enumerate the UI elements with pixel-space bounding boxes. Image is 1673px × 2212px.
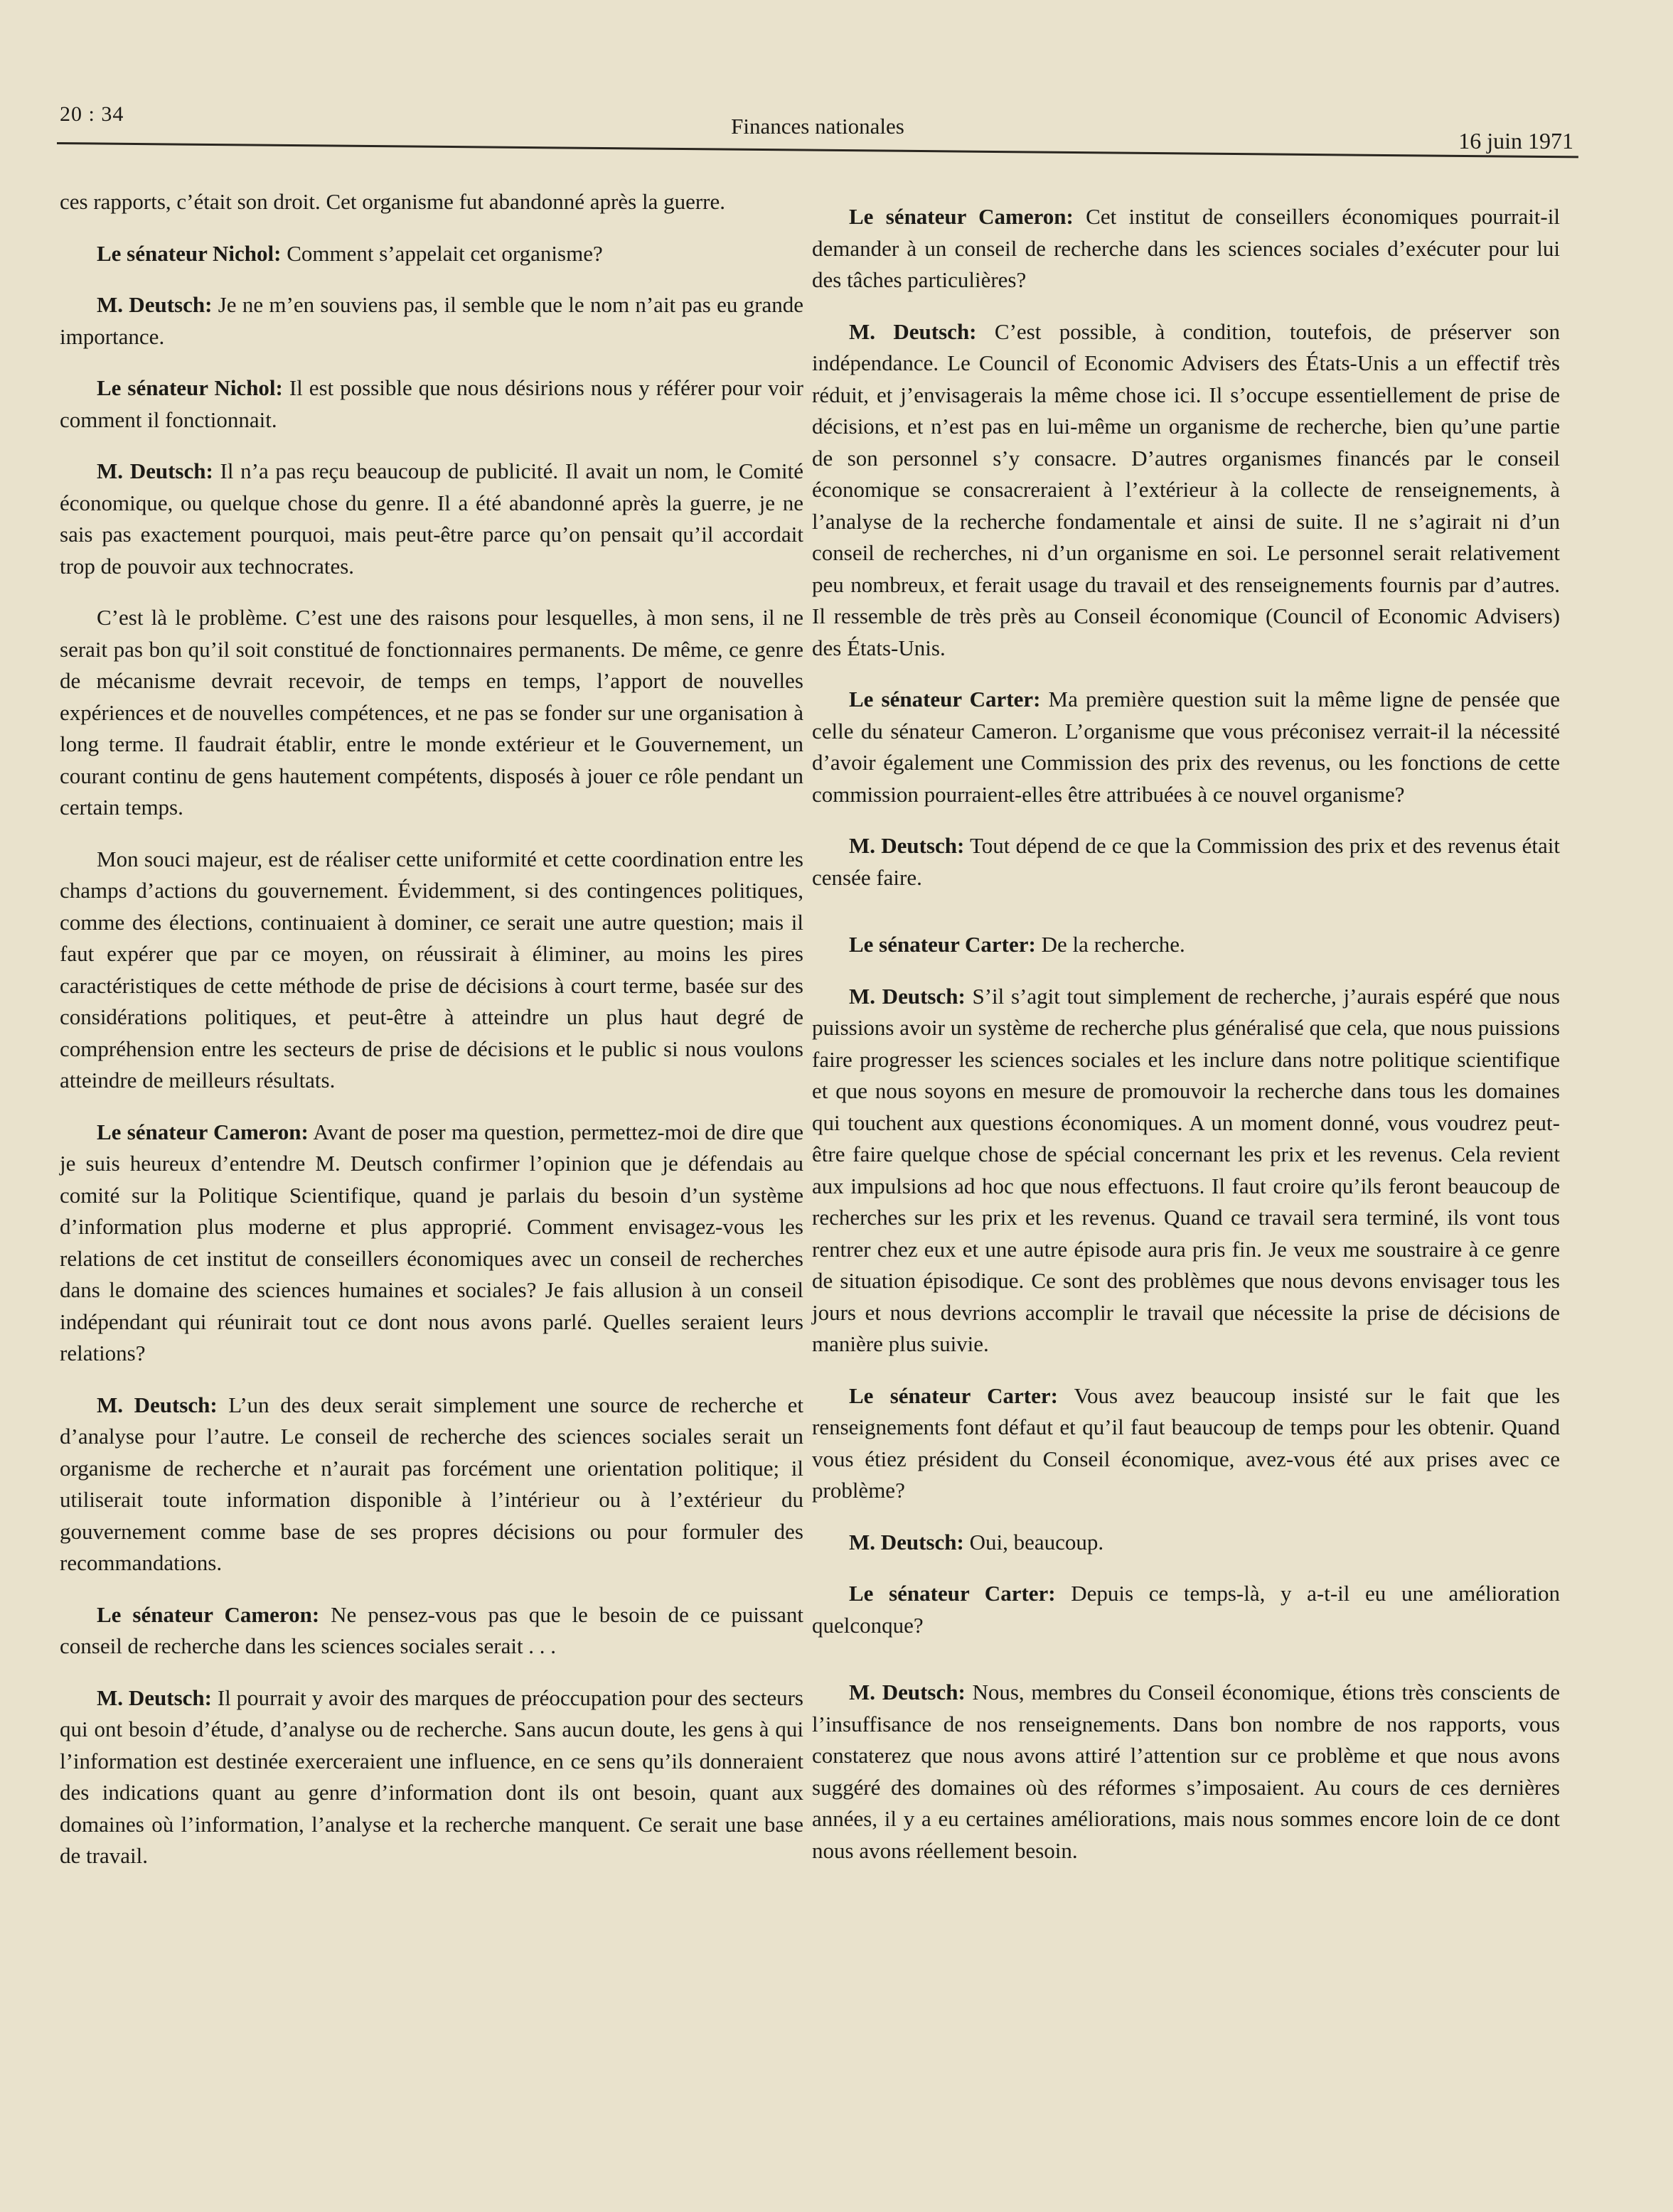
paragraph bbox=[60, 1390, 803, 1579]
left-column bbox=[60, 186, 803, 1892]
paragraph-text: Cet institut de conseillers économiques pourrait-il demander à un conseil de recherche dans les sciences sociales d’exécuter pour lui des tâches particulières? bbox=[812, 204, 1560, 292]
paragraph-text: Ma première question suit la même ligne de pensée que celle du sénateur Cameron. L’organisme que vous préconisez verrait-il la nécessité d’avoir également une Commission des prix des revenus, ou les fonctions de cette commission pourraient-elles être attribuées à ce nouvel organisme? bbox=[812, 687, 1560, 807]
paragraph-text: ces rapports, c’était son droit. Cet organisme fut abandonné après la guerre. bbox=[60, 189, 725, 214]
speaker-name: Le sénateur Carter: bbox=[849, 687, 1041, 712]
paragraph bbox=[60, 238, 803, 270]
paragraph bbox=[812, 1380, 1560, 1507]
speaker-name: Le sénateur Cameron: bbox=[97, 1601, 320, 1627]
paragraph-text: Comment s’appelait cet organisme? bbox=[281, 240, 603, 266]
speaker-name: Le sénateur Cameron: bbox=[849, 204, 1074, 229]
paragraph-text: Depuis ce temps-là, y a-t-il eu une amélioration quelconque? bbox=[812, 1581, 1561, 1638]
right-column bbox=[812, 201, 1560, 1886]
paragraph bbox=[60, 289, 803, 353]
paragraph bbox=[812, 981, 1560, 1360]
paragraph bbox=[60, 602, 803, 824]
speaker-name: M. Deutsch: bbox=[97, 292, 213, 317]
paragraph-text: Vous avez beaucoup insisté sur le fait que les renseignements font défaut et qu’il faut beaucoup de temps pour les obtenir. Quand vous étiez président du Conseil économique, avez-vous été aux prises avec ce problème? bbox=[812, 1382, 1560, 1503]
speaker-name: Le sénateur Carter: bbox=[849, 932, 1036, 957]
speaker-name: Le sénateur Nichol: bbox=[97, 375, 283, 400]
paragraph-text: Il n’a pas reçu beaucoup de publicité. Il avait un nom, le Comité économique, ou quelque chose du genre. Il a été abandonné après la guerre, je ne sais pas exactement pourquoi, mais peut-être parce qu’on pensait qu’il accordait trop de pouvoir aux technocrates. bbox=[60, 458, 803, 579]
paragraph-text: Ne pensez-vous pas que le besoin de ce puissant conseil de recherche dans les sciences sociales serait . . . bbox=[60, 1601, 803, 1658]
paragraph bbox=[812, 201, 1560, 296]
paragraph bbox=[60, 186, 803, 218]
paragraph-text: Nous, membres du Conseil économique, étions très conscients de l’insuffisance de nos renseignements. Dans bon nombre de nos rapports, vous constaterez que nous avons attiré l’attention sur ce problème et que nous avons suggéré des domaines où des réformes s’imposaient. Au cours de ces dernières années, il y a eu certaines améliorations, mais nous sommes encore loin de ce dont nous avons réellement besoin. bbox=[812, 1680, 1560, 1863]
paragraph bbox=[812, 1677, 1560, 1867]
paragraph bbox=[812, 929, 1560, 961]
paragraph-text: C’est possible, à condition, toutefois, de préserver son indépendance. Le Council of Economic Advisers des États-Unis a un effectif très réduit, et j’envisagerais la même chose ici. Il s’occupe essentiellement de prise de décisions, et n’est pas en lui-même un organisme de recherche, bien qu’une partie de son personnel s’y consacre. D’autres organismes financés par le conseil économique se consacreraient à l’extérieur à la collecte de renseignements, à l’analyse de la recherche fondamentale et ainsi de suite. Il ne s’agirait ni d’un conseil de recherches, ni d’un organisme en soi. Le personnel serait relativement peu nombreux, et ferait usage du travail et des renseignements fournis par d’autres. Il ressemble de très près au Conseil économique (Council of Economic Advisers) des États-Unis. bbox=[812, 318, 1560, 660]
speaker-name: M. Deutsch: bbox=[97, 458, 213, 483]
paragraph-text: Il est possible que nous désirions nous y référer pour voir comment il fonctionnait. bbox=[60, 375, 803, 432]
paragraph bbox=[60, 372, 803, 436]
paragraph-text: Je ne m’en souviens pas, il semble que le nom n’ait pas eu grande importance. bbox=[60, 292, 803, 349]
paragraph-text: De la recherche. bbox=[1035, 932, 1185, 957]
header-rule bbox=[57, 142, 1578, 158]
speaker-name: Le sénateur Nichol: bbox=[97, 240, 282, 266]
paragraph-text: Oui, beaucoup. bbox=[963, 1529, 1104, 1555]
paragraph bbox=[812, 684, 1560, 810]
paragraph bbox=[812, 1578, 1560, 1641]
speaker-name: M. Deutsch: bbox=[97, 1392, 218, 1417]
paragraph bbox=[60, 1599, 803, 1663]
paragraph-text: Avant de poser ma question, permettez-moi de dire que je suis heureux d’entendre M. Deutsch confirmer l’opinion que je défendais au comité sur la Politique Scientifique, quand je parlais du besoin d’un système d’information plus moderne et plus approprié. Comment envisagez-vous les relations de cet institut de conseillers économiques avec un conseil de recherches dans le domaine des sciences humaines et sociales? Je fais allusion à un conseil indépendant qui réunirait tout ce dont nous avons parlé. Quelles seraient leurs relations? bbox=[60, 1119, 803, 1365]
paragraph-text: L’un des deux serait simplement une source de recherche et d’analyse pour l’autre. Le conseil de recherche des sciences sociales serait un organisme de recherche et n’aurait pas forcément une orientation politique; il utiliserait toute information disponible à l’intérieur ou à l’extérieur du gouvernement comme base de ses propres décisions ou pour formuler des recommandations. bbox=[60, 1392, 803, 1575]
paragraph bbox=[60, 1682, 803, 1872]
speaker-name: M. Deutsch: bbox=[849, 318, 977, 344]
speaker-name: Le sénateur Carter: bbox=[849, 1382, 1058, 1408]
paragraph bbox=[812, 1527, 1560, 1559]
speaker-name: M. Deutsch: bbox=[849, 1680, 966, 1704]
speaker-name: M. Deutsch: bbox=[97, 1685, 212, 1710]
paragraph-text: S’il s’agit tout simplement de recherche, j’aurais espéré que nous puissions avoir un système de recherche plus généralisé que cela, que nous puissions faire progresser les sciences sociales et les inclure dans notre politique scientifique et que nous soyons en mesure de promouvoir la recherche dans tous les domaines qui touchent aux questions économiques. A un moment donné, vous voudrez peut-être faire quelque chose de spécial concernant les prix et les revenus. Cela revient aux impulsions ad hoc que nous effectuons. Il faut croire qu’ils feront beaucoup de recherches sur les prix et les revenus. Quand ce travail sera terminé, ils vont tous rentrer chez eux et une autre épisode aura pris fin. Je veux me soustraire à ce genre de situation épisodique. Ce sont des problèmes que nous devons envisager tous les jours et nous devrions accomplir le travail que nécessite la prise de décisions de manière plus suivie. bbox=[812, 983, 1561, 1356]
speaker-name: M. Deutsch: bbox=[849, 1529, 964, 1555]
paragraph bbox=[812, 830, 1560, 893]
speaker-name: M. Deutsch: bbox=[849, 983, 966, 1009]
running-title: Finances nationales bbox=[731, 114, 904, 139]
page-date: 16 juin 1971 bbox=[1458, 128, 1573, 154]
paragraph bbox=[60, 844, 803, 1097]
paragraph-text: Mon souci majeur, est de réaliser cette uniformité et cette coordination entre les champs d’actions du gouvernement. Évidemment, si des contingences politiques, comme des élections, continuaient à dominer, ce serait une autre question; mais il faut expérer que par ce moyen, on réussirait à éliminer, au moins les pires caractéristiques de cette méthode de prise de décisions à court terme, basée sur des considérations politiques, et peut-être à atteindre un plus haut degré de compréhension entre les secteurs de prise de décisions et le public si nous voulons atteindre de meilleurs résultats. bbox=[60, 846, 803, 1092]
paragraph-text: Tout dépend de ce que la Commission des prix et des revenus était censée faire. bbox=[812, 833, 1560, 890]
paragraph-text: C’est là le problème. C’est une des raisons pour lesquelles, à mon sens, il ne serait pas bon qu’il soit constitué de fonctionnaires permanents. De même, ce genre de mécanisme devrait recevoir, de temps en temps, l’apport de nouvelles expériences et de nouvelles compétences, et ne pas se fonder sur une organisation à long terme. Il faudrait établir, entre le monde extérieur et le Gouvernement, un courant continu de gens hautement compétents, disposés à jouer ce rôle pendant un certain temps. bbox=[60, 605, 803, 820]
speaker-name: M. Deutsch: bbox=[849, 833, 965, 858]
speaker-name: Le sénateur Cameron: bbox=[97, 1119, 309, 1144]
page-number: 20 : 34 bbox=[60, 102, 124, 126]
paragraph bbox=[60, 456, 803, 582]
paragraph bbox=[60, 1117, 803, 1370]
paragraph-text: Il pourrait y avoir des marques de préoccupation pour des secteurs qui ont besoin d’étude, d’analyse ou de recherche. Sans aucun doute, les gens à qui l’information est destinée exerceraient une influence, en ce sens qu’ils donneraient des indications quant au genre d’information dont ils ont besoin, quant aux domaines où l’information, l’analyse et la recherche manquent. Ce serait une base de travail. bbox=[60, 1685, 803, 1868]
speaker-name: Le sénateur Carter: bbox=[849, 1581, 1056, 1606]
paragraph bbox=[812, 316, 1560, 665]
